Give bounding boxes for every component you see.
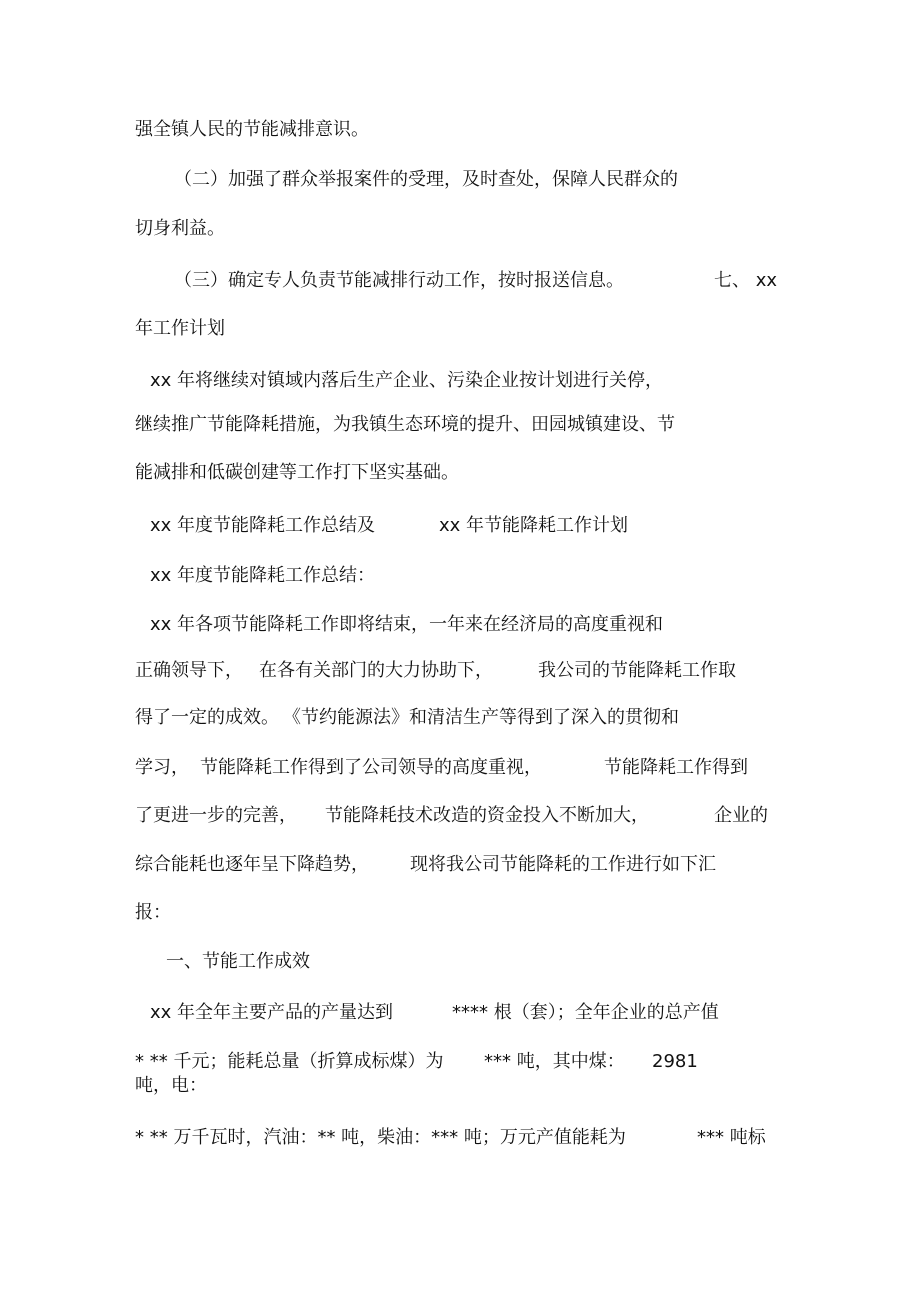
text-line: *** 吨，其中煤： [484,1051,625,1072]
text-line: * ** 千元；能耗总量（折算成标煤）为 [135,1051,444,1072]
text-line: 《节约能源法》和清洁生产等得到了深入的贯彻和 [283,707,679,728]
text-line: （三）确定专人负责节能减排行动工作，按时报送信息。 [174,270,624,291]
text-line: xx 年全年主要产品的产量达到 [150,1002,394,1023]
text-line: 节能降耗技术改造的资金投入不断加大， [325,805,649,826]
text-line: **** 根（套）；全年企业的总产值 [452,1002,719,1023]
text-line: 我公司的节能降耗工作取 [538,660,736,681]
text-line: *** 吨标 [697,1127,766,1148]
text-line: 现将我公司节能降耗的工作进行如下汇 [410,854,716,875]
section-heading: xx 年度节能降耗工作总结： [150,565,376,586]
text-line: 报： [135,902,171,923]
text-line: 节能降耗工作得到 [604,757,748,778]
text-line: 正确领导下， [135,660,243,681]
text-line: 切身利益。 [135,218,225,239]
text-line: 得了一定的成效。 [135,707,279,728]
text-line: xx 年各项节能降耗工作即将结束，一年来在经济局的高度重视和 [150,614,664,635]
text-line: 综合能耗也逐年呈下降趋势， [135,854,369,875]
section-heading: 一、节能工作成效 [166,951,310,972]
text-line: （二）加强了群众举报案件的受理，及时查处，保障人民群众的 [174,169,678,190]
section-heading: 年工作计划 [135,318,225,339]
document-title: xx 年度节能降耗工作总结及 [150,515,376,536]
text-line: * ** 万千瓦时，汽油：** 吨，柴油：*** 吨；万元产值能耗为 [135,1127,626,1148]
section-heading: 七、 xx [714,270,778,291]
text-line: xx 年将继续对镇域内落后生产企业、污染企业按计划进行关停， [150,370,664,391]
text-line: 吨，电： [135,1075,207,1096]
text-line: 学习， [135,757,189,778]
text-line: 企业的 [714,805,768,826]
text-line: 能减排和低碳创建等工作打下坚实基础。 [135,462,459,483]
text-line: 继续推广节能降耗措施，为我镇生态环境的提升、田园城镇建设、节 [135,414,675,435]
text-line: 在各有关部门的大力协助下， [259,660,493,681]
text-line: 强全镇人民的节能减排意识。 [135,119,369,140]
text-line: 2981 [652,1051,698,1072]
text-line: 了更进一步的完善， [135,805,297,826]
document-title: xx 年节能降耗工作计划 [439,515,629,536]
text-line: 节能降耗工作得到了公司领导的高度重视， [200,757,542,778]
